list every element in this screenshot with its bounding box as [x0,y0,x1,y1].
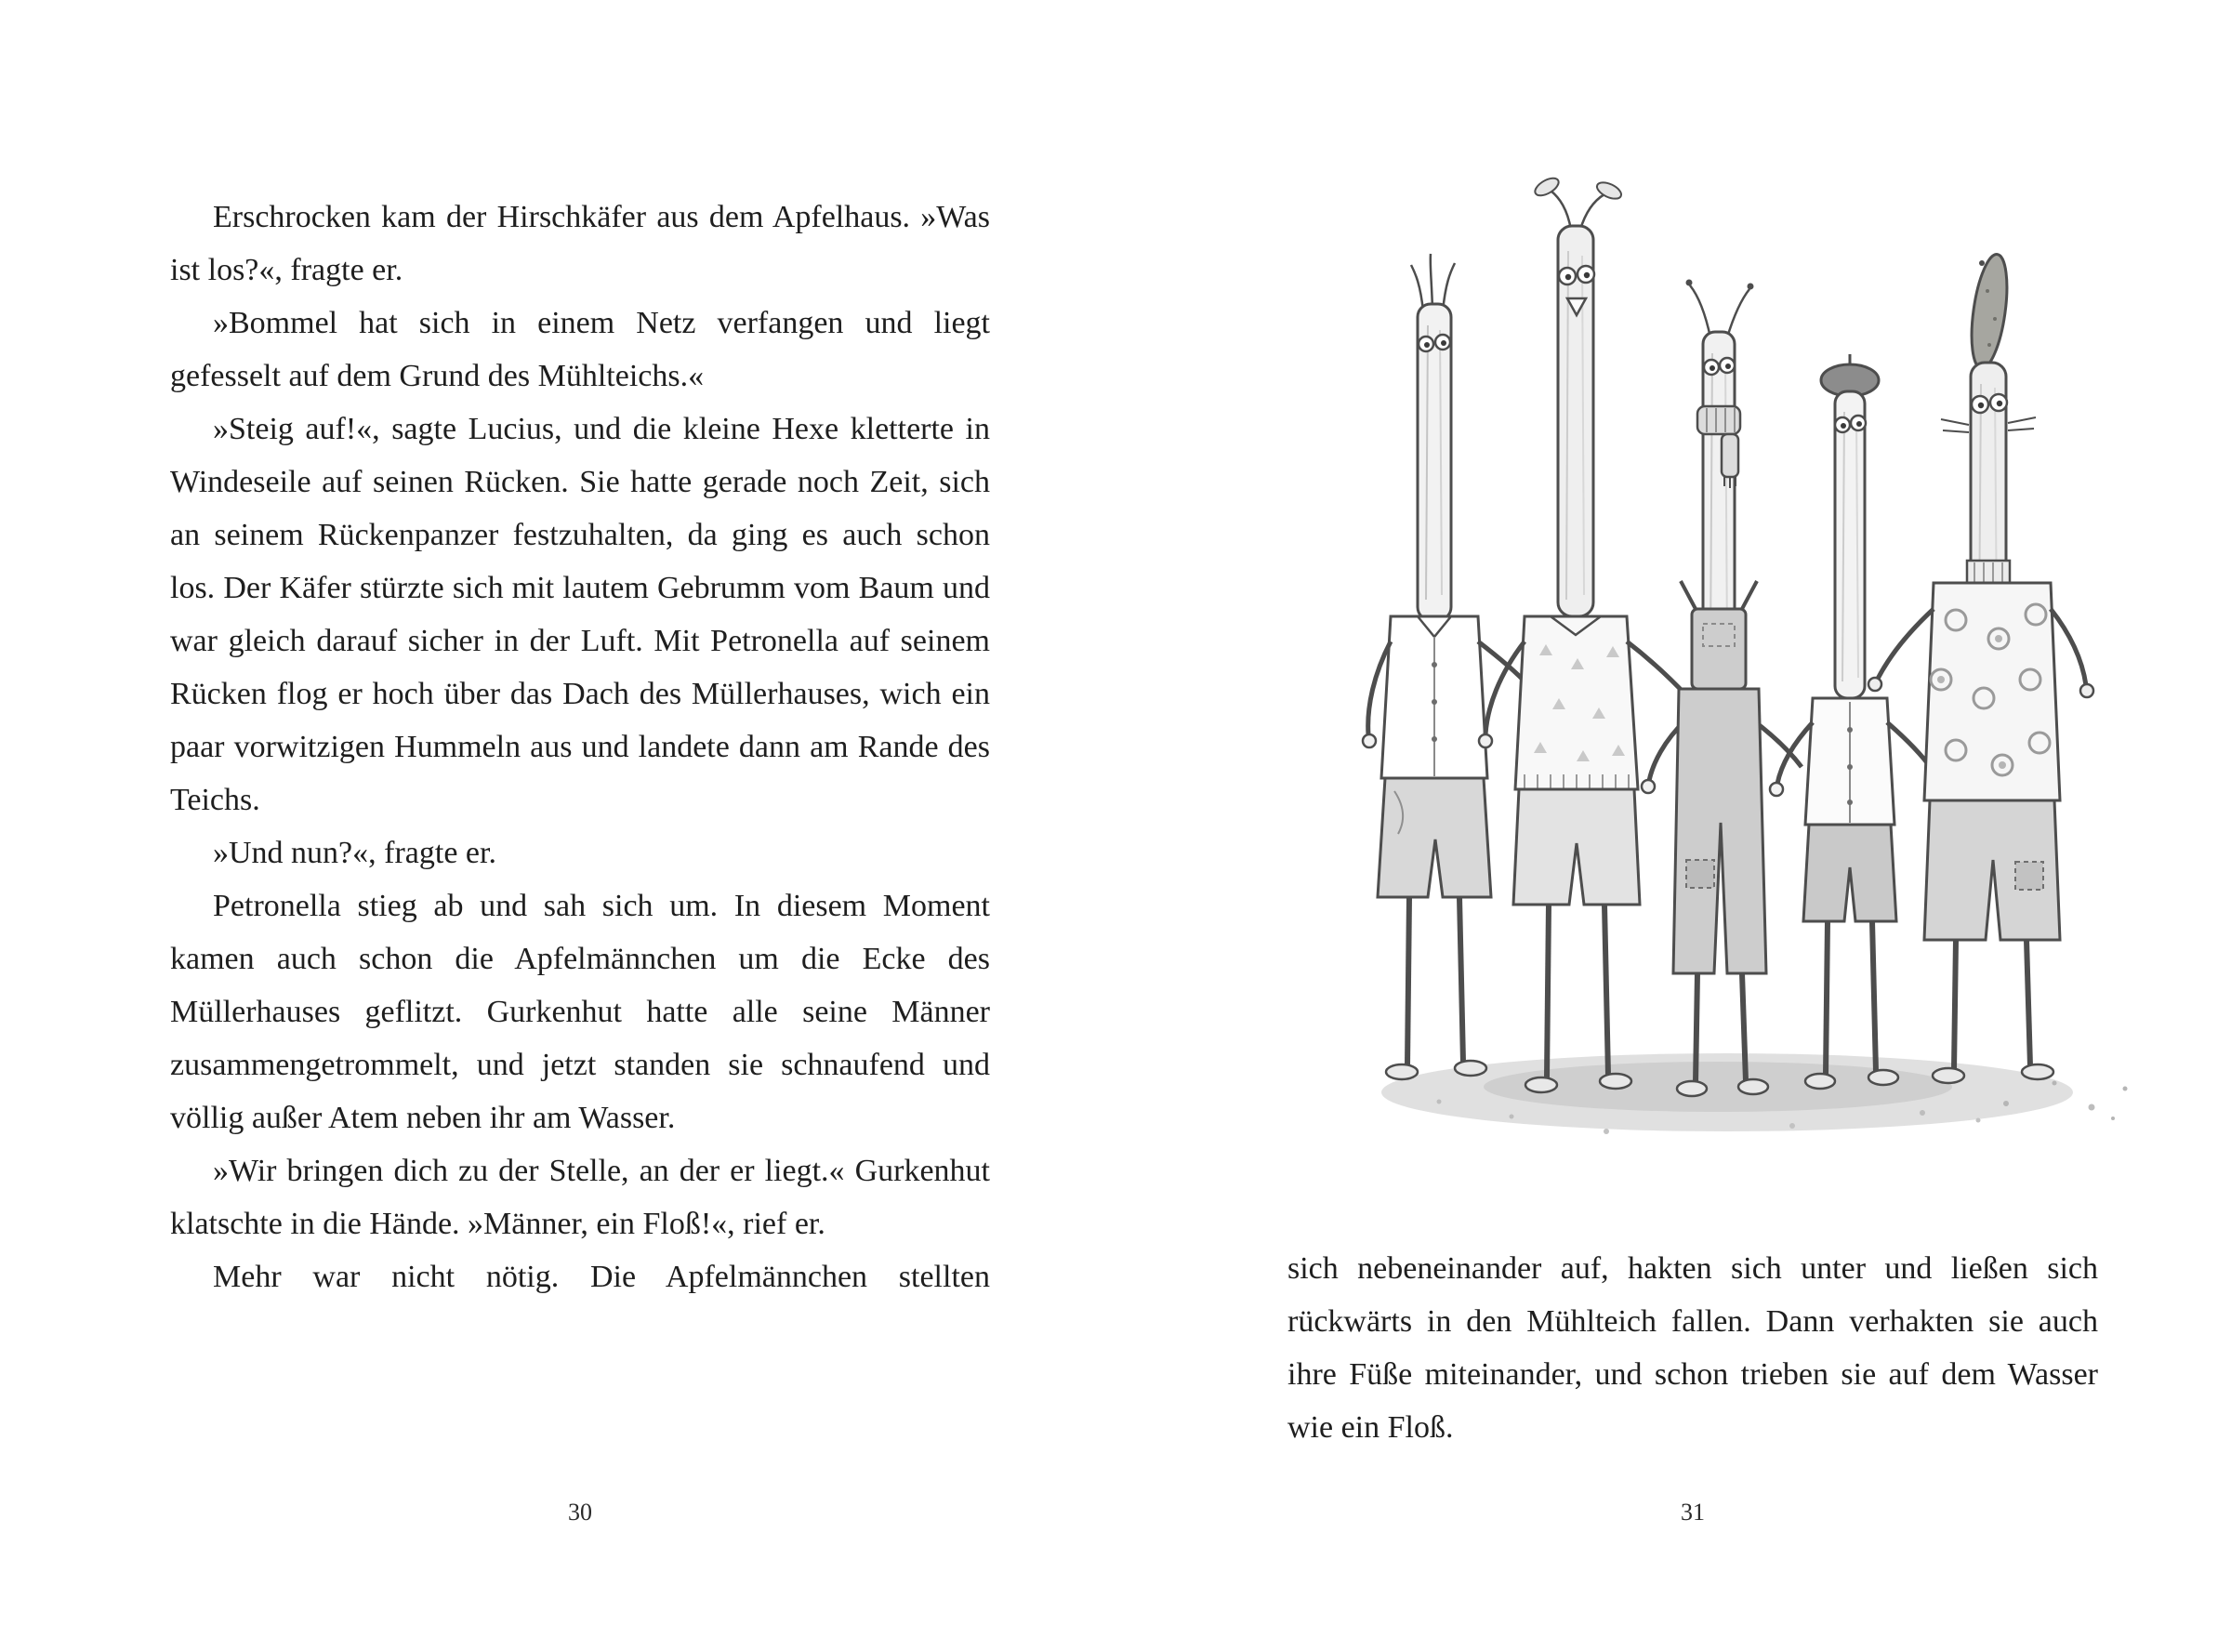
paragraph: »Steig auf!«, sagte Lucius, und die kleine Hexe kletterte in Windeseile auf seinen Rücken. Sie hatte gerade noch Zeit, sich an seinem Rückenpanzer festzuhalten, da ging es auch schon los. Der Käfer stürzte sich mit lautem Gebrumm vom Baum und war gleich darauf sicher in der Luft. Mit Petronella auf seinem Rücken flog er hoch über das Dach des Müllerhauses, wich ein paar vorwitzigen Hummeln aus und landete dann am Rande des Teichs. [170,412,990,817]
figure-leek [1363,254,1528,1079]
paragraph: Erschrocken kam der Hirschkäfer aus dem Apfelhaus. »Was ist los?«, fragte er. [170,200,990,287]
illustration-svg [1301,172,2143,1195]
figure-sprout [1479,175,1688,1092]
paragraph: Mehr war nicht nötig. Die Apfelmännchen stellten [213,1260,990,1294]
paragraph: sich nebeneinander auf, hakten sich unter und ließen sich rückwärts in den Mühlteich fallen. Dann verhakten sie auch ihre Füße miteinander, und schon trieben sie auf dem Wasser wie ein Floß. [1287,1251,2098,1445]
figure-beret [1770,354,1932,1089]
right-text-block [1287,1242,2098,1454]
illustration-apple-men [1301,172,2143,1195]
paragraph: Petronella stieg ab und sah sich um. In diesem Moment kamen auch schon die Apfelmännchen um die Ecke des Müllerhauses geflitzt. Gurkenhut hatte alle seine Männer zusammengetrommelt, und jetzt standen sie schnaufend und völlig außer Atem neben ihr am Wasser. [170,889,990,1135]
paragraph: »Und nun?«, fragte er. [213,836,496,870]
paragraph: »Wir bringen dich zu der Stelle, an der er liegt.« Gurkenhut klatschte in die Hände. »Männer, ein Floß!«, rief er. [170,1154,990,1241]
page-number-left: 30 [568,1499,592,1526]
figure-gurkenhut [1868,252,2093,1083]
left-text-block [170,191,990,1303]
figure-scarf [1642,280,1802,1097]
page-number-right: 31 [1681,1499,1705,1526]
page-right [1116,0,2231,1652]
paragraph: »Bommel hat sich in einem Netz verfangen und liegt gefesselt auf dem Grund des Mühlteichs.« [170,306,990,393]
